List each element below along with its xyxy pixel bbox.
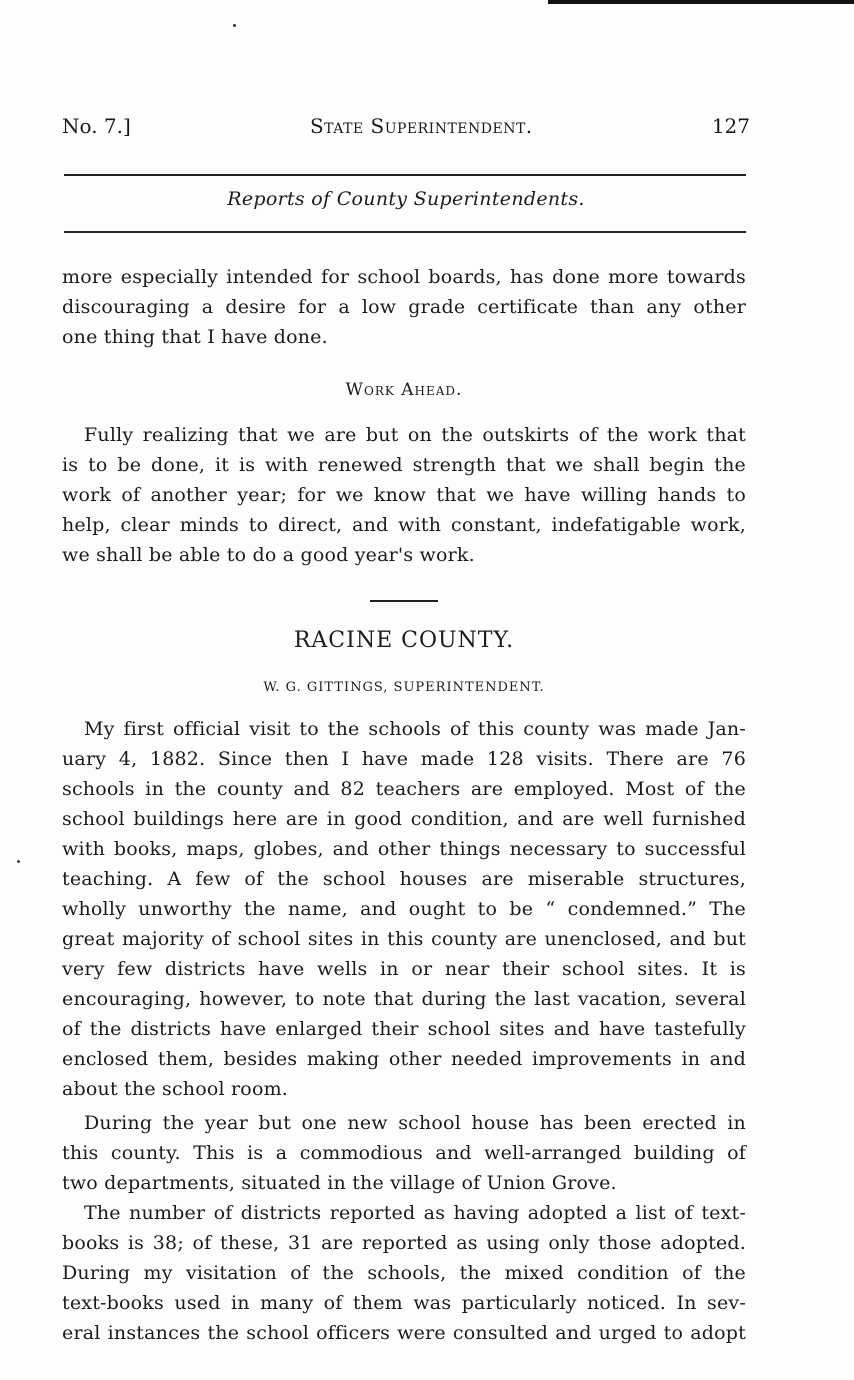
text-line: My first official visit to the schools of this county was made Jan- [84, 718, 746, 740]
text-line: two departments, situated in the village of Union Grove. [62, 1172, 617, 1194]
text-line: about the school room. [62, 1078, 289, 1100]
text-line: school buildings here are in good condition, and are well furnished [62, 808, 746, 830]
header-rule-bottom [64, 231, 746, 233]
text-line: schools in the county and 82 teachers are employed. Most of the [62, 778, 746, 800]
text-line: During the year but one new school house has been erected in [84, 1112, 746, 1134]
text-line: books is 38; of these, 31 are reported as using only those adopted. [62, 1232, 746, 1254]
top-edge-rule [548, 0, 854, 4]
text-line: work of another year; for we know that we have willing hands to [62, 484, 746, 506]
county-title: RACINE COUNTY. [293, 628, 515, 653]
text-line: very few districts have wells in or near their school sites. It is [62, 958, 746, 980]
text-line: is to be done, it is with renewed strength that we shall begin the [62, 454, 746, 476]
running-title: State Superintendent. [309, 114, 533, 138]
text-line: of the districts have enlarged their school sites and have tastefully [62, 1018, 746, 1040]
text-line: Fully realizing that we are but on the outskirts of the work that [84, 424, 746, 446]
superintendent-byline: W. G. GITTINGS, SUPERINTENDENT. [263, 680, 545, 695]
text-line: great majority of school sites in this county are unenclosed, and but [62, 928, 746, 950]
text-line: help, clear minds to direct, and with constant, indefatigable work, [62, 514, 746, 536]
text-line: this county. This is a commodious and well-arranged building of [62, 1142, 746, 1164]
text-line: enclosed them, besides making other needed improvements in and [62, 1048, 746, 1070]
header-rule-top [64, 174, 746, 176]
section-subheader: Reports of County Superintendents. [227, 188, 585, 210]
text-line: teaching. A few of the school houses are miserable structures, [62, 868, 746, 890]
print-speck [233, 24, 236, 27]
text-line: more especially intended for school boards, has done more towards [62, 266, 746, 288]
text-line: we shall be able to do a good year's work. [62, 544, 475, 566]
text-line: During my visitation of the schools, the mixed condition of the [62, 1262, 746, 1284]
text-line: with books, maps, globes, and other things necessary to successful [62, 838, 746, 860]
text-line: eral instances the school officers were consulted and urged to adopt [62, 1322, 746, 1344]
print-speck [17, 860, 20, 863]
text-line: uary 4, 1882. Since then I have made 128 visits. There are 76 [62, 748, 746, 770]
text-line: discouraging a desire for a low grade certificate than any other [62, 296, 746, 318]
section-divider [370, 600, 438, 602]
text-line: text-books used in many of them was particularly noticed. In sev- [62, 1292, 746, 1314]
running-header [62, 114, 750, 138]
document-number: No. 7.] [62, 114, 131, 138]
section-heading-work-ahead: Work Ahead. [345, 380, 463, 400]
text-line: one thing that I have done. [62, 326, 328, 348]
text-line: The number of districts reported as having adopted a list of text- [84, 1202, 746, 1224]
text-line: encouraging, however, to note that during the last vacation, several [62, 988, 746, 1010]
page-number: 127 [711, 114, 750, 138]
text-line: wholly unworthy the name, and ought to be “ condemned.” The [62, 898, 746, 920]
